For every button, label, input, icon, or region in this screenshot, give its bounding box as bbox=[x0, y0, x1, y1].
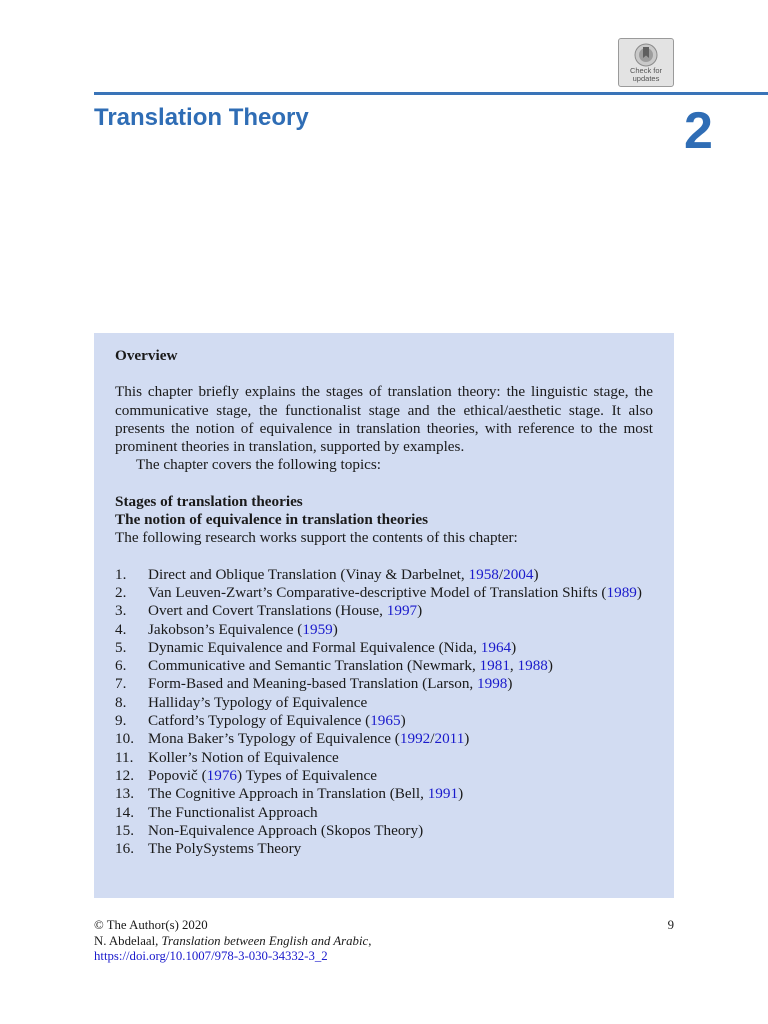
reference-item bbox=[115, 584, 653, 602]
reference-text-part: , bbox=[509, 657, 518, 675]
reference-text-part: ) bbox=[507, 675, 513, 693]
topic-list bbox=[115, 493, 653, 530]
citation-year-link[interactable]: 1981 bbox=[479, 657, 510, 675]
citation-year-link[interactable]: 1991 bbox=[427, 785, 459, 803]
reference-text-part: ) bbox=[547, 657, 553, 675]
copyright-line: © The Author(s) 2020 bbox=[94, 918, 208, 932]
reference-text bbox=[148, 712, 653, 730]
reference-item bbox=[115, 822, 653, 840]
overview-support: The following research works support the contents of this chapter: bbox=[115, 529, 518, 547]
citation-year-link[interactable]: 1964 bbox=[480, 638, 512, 656]
bookmark-icon bbox=[634, 43, 658, 67]
reference-number: 12. bbox=[115, 766, 134, 784]
reference-item bbox=[115, 730, 653, 748]
reference-number: 5. bbox=[115, 638, 127, 656]
reference-text-part: Non-Equivalence Approach (Skopos Theory) bbox=[148, 821, 424, 839]
reference-text-part: Popovič ( bbox=[148, 766, 207, 784]
reference-text bbox=[148, 785, 653, 803]
citation-year-link[interactable]: 1958 bbox=[468, 565, 499, 583]
reference-text bbox=[148, 584, 653, 602]
citation-year-link[interactable]: 1998 bbox=[477, 675, 508, 693]
citation-year-link[interactable]: 2004 bbox=[503, 565, 534, 583]
reference-number: 3. bbox=[115, 602, 127, 620]
book-title: Translation between English and Arabic bbox=[161, 933, 369, 948]
reference-text bbox=[148, 621, 653, 639]
reference-number: 15. bbox=[115, 821, 134, 839]
reference-text-part: / bbox=[498, 565, 504, 583]
reference-item bbox=[115, 767, 653, 785]
reference-number: 14. bbox=[115, 803, 134, 821]
reference-item bbox=[115, 712, 653, 730]
reference-text-part: ) Types of Equivalence bbox=[237, 766, 377, 784]
reference-number: 13. bbox=[115, 785, 134, 803]
reference-text-part: ) bbox=[636, 583, 642, 601]
reference-number: 4. bbox=[115, 620, 127, 638]
reference-list bbox=[115, 566, 653, 859]
reference-text bbox=[148, 694, 653, 712]
citation-year-link[interactable]: 1997 bbox=[386, 602, 418, 620]
reference-text-part: ) bbox=[458, 785, 464, 803]
citation-year-link[interactable]: 1959 bbox=[302, 620, 333, 638]
reference-item bbox=[115, 785, 653, 803]
reference-text-part: Van Leuven-Zwart’s Comparative-descriptive Model of Translation Shifts ( bbox=[148, 583, 607, 601]
reference-text-part: The Cognitive Approach in Translation (Bell, bbox=[148, 785, 428, 803]
citation-comma: , bbox=[368, 933, 372, 948]
reference-text-part: Communicative and Semantic Translation (Newmark, bbox=[148, 657, 480, 675]
reference-text-part: Koller’s Notion of Equivalence bbox=[148, 748, 339, 766]
reference-item bbox=[115, 804, 653, 822]
reference-text-part: ) bbox=[400, 712, 406, 730]
reference-text bbox=[148, 657, 653, 675]
reference-number: 16. bbox=[115, 840, 134, 858]
reference-number: 2. bbox=[115, 583, 127, 601]
reference-text-part: ) bbox=[417, 602, 423, 620]
reference-item bbox=[115, 840, 653, 858]
reference-text-part: Halliday’s Typology of Equivalence bbox=[148, 693, 368, 711]
citation-year-link[interactable]: 1988 bbox=[517, 657, 548, 675]
reference-text-part: Jakobson’s Equivalence ( bbox=[148, 620, 303, 638]
badge-label-2: updates bbox=[632, 74, 660, 83]
reference-text-part: Form-Based and Meaning-based Translation (Larson, bbox=[148, 675, 478, 693]
topic-item: The notion of equivalence in translation theories bbox=[115, 511, 429, 529]
reference-text-part: Overt and Covert Translations (House, bbox=[148, 602, 387, 620]
reference-number: 6. bbox=[115, 657, 127, 675]
reference-text bbox=[148, 767, 653, 785]
reference-number: 10. bbox=[115, 730, 134, 748]
overview-covers: The chapter covers the following topics: bbox=[136, 456, 382, 474]
reference-number: 11. bbox=[115, 748, 134, 766]
reference-text-part: The PolySystems Theory bbox=[148, 840, 302, 858]
reference-text-part: ) bbox=[464, 730, 470, 748]
reference-text-part: Dynamic Equivalence and Formal Equivalence (Nida, bbox=[148, 638, 481, 656]
reference-item bbox=[115, 602, 653, 620]
reference-item bbox=[115, 675, 653, 693]
reference-text bbox=[148, 822, 653, 840]
citation-year-link[interactable]: 1976 bbox=[206, 766, 238, 784]
reference-item bbox=[115, 621, 653, 639]
reference-number: 7. bbox=[115, 675, 127, 693]
reference-item bbox=[115, 639, 653, 657]
citation-year-link[interactable]: 1965 bbox=[370, 712, 401, 730]
reference-text bbox=[148, 749, 653, 767]
reference-text bbox=[148, 602, 653, 620]
reference-text-part: / bbox=[430, 730, 435, 748]
citation-line bbox=[94, 934, 674, 950]
page-footer bbox=[94, 918, 674, 965]
chapter-title: Translation Theory bbox=[94, 104, 309, 131]
reference-number: 8. bbox=[115, 693, 127, 711]
reference-text-part: Mona Baker’s Typology of Equivalence ( bbox=[148, 730, 400, 748]
reference-text bbox=[148, 730, 653, 748]
reference-number: 9. bbox=[115, 712, 127, 730]
author-name: N. Abdelaal, bbox=[94, 933, 162, 948]
reference-number: 1. bbox=[115, 565, 127, 583]
reference-text-part: The Functionalist Approach bbox=[148, 803, 318, 821]
reference-text-part: ) bbox=[533, 565, 539, 583]
citation-year-link[interactable]: 1989 bbox=[606, 583, 637, 601]
reference-text-part: Catford’s Typology of Equivalence ( bbox=[148, 712, 371, 730]
overview-box bbox=[94, 333, 674, 898]
chapter-number: 2 bbox=[684, 102, 713, 160]
reference-text bbox=[148, 566, 653, 584]
check-for-updates-badge[interactable] bbox=[618, 38, 674, 87]
reference-item bbox=[115, 657, 653, 675]
reference-text bbox=[148, 804, 653, 822]
reference-text bbox=[148, 675, 653, 693]
overview-intro: This chapter briefly explains the stages of translation theory: the linguistic stage, the communicative stage, the functionalist stage and the ethical/aesthetic stage. It also presents the notion of equivalence in translation theories, with reference to the most prominent theories in translation, supported by examples. bbox=[115, 383, 653, 456]
badge-label-1: Check for bbox=[629, 66, 663, 75]
reference-item bbox=[115, 566, 653, 584]
reference-text bbox=[148, 840, 653, 858]
topic-item: Stages of translation theories bbox=[115, 492, 303, 510]
reference-item bbox=[115, 749, 653, 767]
citation-year-link[interactable]: 1992 bbox=[399, 730, 431, 748]
reference-text bbox=[148, 639, 653, 657]
overview-heading: Overview bbox=[115, 347, 178, 364]
reference-text-part: ) bbox=[511, 638, 517, 656]
header-rule bbox=[94, 92, 768, 95]
reference-text-part: Direct and Oblique Translation (Vinay & Darbelnet, bbox=[148, 565, 469, 583]
reference-text-part: ) bbox=[332, 620, 338, 638]
citation-year-link[interactable]: 2011 bbox=[434, 730, 465, 748]
page-number: 9 bbox=[667, 918, 674, 932]
reference-item bbox=[115, 694, 653, 712]
doi-link[interactable]: https://doi.org/10.1007/978-3-030-34332-3_2 bbox=[94, 949, 328, 963]
